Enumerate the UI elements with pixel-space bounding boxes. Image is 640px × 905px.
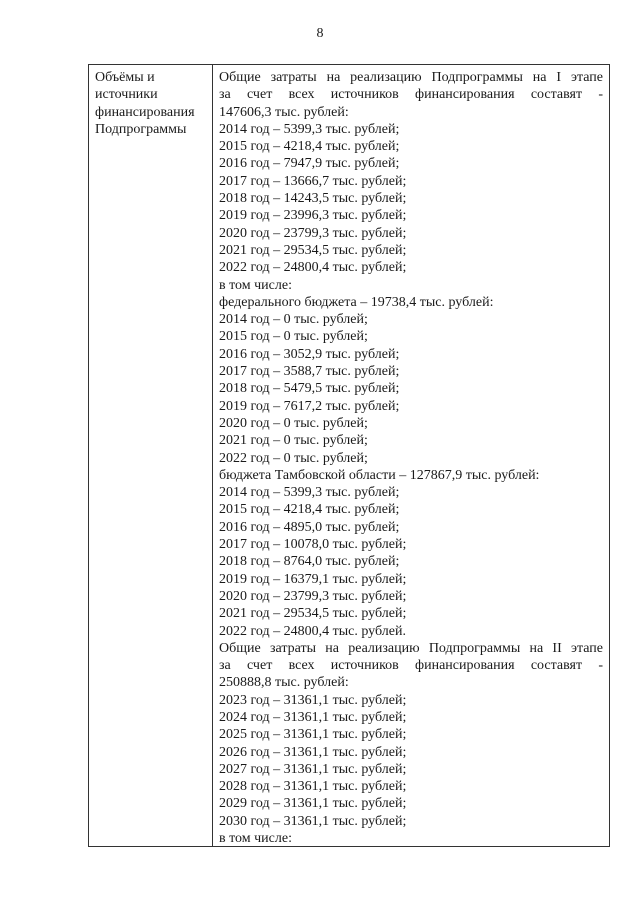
row-label-line: источники <box>95 87 158 103</box>
year-amount-line: 2014 год – 0 тыс. рублей; <box>219 312 368 328</box>
year-amount-line: 2018 год – 5479,5 тыс. рублей; <box>219 381 400 397</box>
stage-2-intro-line: за счет всех источников финансирования составят - <box>219 658 603 674</box>
year-amount-line: 2022 год – 24800,4 тыс. рублей. <box>219 623 406 639</box>
row-label-line: финансирования <box>95 104 195 120</box>
including-line: в том числе: <box>219 831 292 847</box>
year-amount-line: 2020 год – 0 тыс. рублей; <box>219 415 368 431</box>
stage-1-total-line: 147606,3 тыс. рублей: <box>219 104 349 120</box>
year-amount-line: 2014 год – 5399,3 тыс. рублей; <box>219 121 400 137</box>
stage-2-total-line: 250888,8 тыс. рублей: <box>219 675 349 691</box>
year-amount-line: 2017 год – 13666,7 тыс. рублей; <box>219 173 407 189</box>
including-line: в том числе: <box>219 277 292 293</box>
row-label-line: Подпрограммы <box>95 121 187 137</box>
year-amount-line: 2015 год – 4218,4 тыс. рублей; <box>219 502 400 518</box>
year-amount-line: 2030 год – 31361,1 тыс. рублей; <box>219 813 407 829</box>
federal-budget-line: федерального бюджета – 19738,4 тыс. рублей: <box>219 294 494 310</box>
year-amount-line: 2027 год – 31361,1 тыс. рублей; <box>219 761 407 777</box>
year-amount-line: 2023 год – 31361,1 тыс. рублей; <box>219 692 407 708</box>
year-amount-line: 2022 год – 24800,4 тыс. рублей; <box>219 260 407 276</box>
year-amount-line: 2025 год – 31361,1 тыс. рублей; <box>219 727 407 743</box>
year-amount-line: 2018 год – 8764,0 тыс. рублей; <box>219 554 400 570</box>
page-number: 8 <box>316 26 324 41</box>
year-amount-line: 2015 год – 0 тыс. рублей; <box>219 329 368 345</box>
year-amount-line: 2024 год – 31361,1 тыс. рублей; <box>219 709 407 725</box>
year-amount-line: 2016 год – 7947,9 тыс. рублей; <box>219 156 400 172</box>
year-amount-line: 2021 год – 29534,5 тыс. рублей; <box>219 606 407 622</box>
year-amount-line: 2019 год – 16379,1 тыс. рублей; <box>219 571 407 587</box>
year-amount-line: 2022 год – 0 тыс. рублей; <box>219 450 368 466</box>
row-label-cell <box>95 69 210 138</box>
year-amount-line: 2016 год – 4895,0 тыс. рублей; <box>219 519 400 535</box>
year-amount-line: 2028 год – 31361,1 тыс. рублей; <box>219 779 407 795</box>
column-divider <box>212 65 213 846</box>
year-amount-line: 2029 год – 31361,1 тыс. рублей; <box>219 796 407 812</box>
stage-1-intro-line: за счет всех источников финансирования составят - <box>219 87 603 103</box>
year-amount-line: 2019 год – 7617,2 тыс. рублей; <box>219 398 400 414</box>
year-amount-line: 2020 год – 23799,3 тыс. рублей; <box>219 588 407 604</box>
year-amount-line: 2019 год – 23996,3 тыс. рублей; <box>219 208 407 224</box>
stage-2-intro-line: Общие затраты на реализацию Подпрограммы на II этапе <box>219 640 603 656</box>
row-label-line: Объёмы и <box>95 70 155 85</box>
financing-details-cell <box>219 69 603 847</box>
year-amount-line: 2018 год – 14243,5 тыс. рублей; <box>219 191 407 207</box>
year-amount-line: 2026 год – 31361,1 тыс. рублей; <box>219 744 407 760</box>
year-amount-line: 2016 год – 3052,9 тыс. рублей; <box>219 346 400 362</box>
year-amount-line: 2017 год – 3588,7 тыс. рублей; <box>219 364 400 380</box>
year-amount-line: 2015 год – 4218,4 тыс. рублей; <box>219 139 400 155</box>
year-amount-line: 2017 год – 10078,0 тыс. рублей; <box>219 537 407 553</box>
stage-1-intro-line: Общие затраты на реализацию Подпрограммы на I этапе <box>219 70 603 85</box>
year-amount-line: 2020 год – 23799,3 тыс. рублей; <box>219 225 407 241</box>
regional-budget-line: бюджета Тамбовской области – 127867,9 тыс. рублей: <box>219 467 540 483</box>
year-amount-line: 2014 год – 5399,3 тыс. рублей; <box>219 485 400 501</box>
financing-table <box>88 64 610 847</box>
year-amount-line: 2021 год – 0 тыс. рублей; <box>219 433 368 449</box>
year-amount-line: 2021 год – 29534,5 тыс. рублей; <box>219 242 407 258</box>
